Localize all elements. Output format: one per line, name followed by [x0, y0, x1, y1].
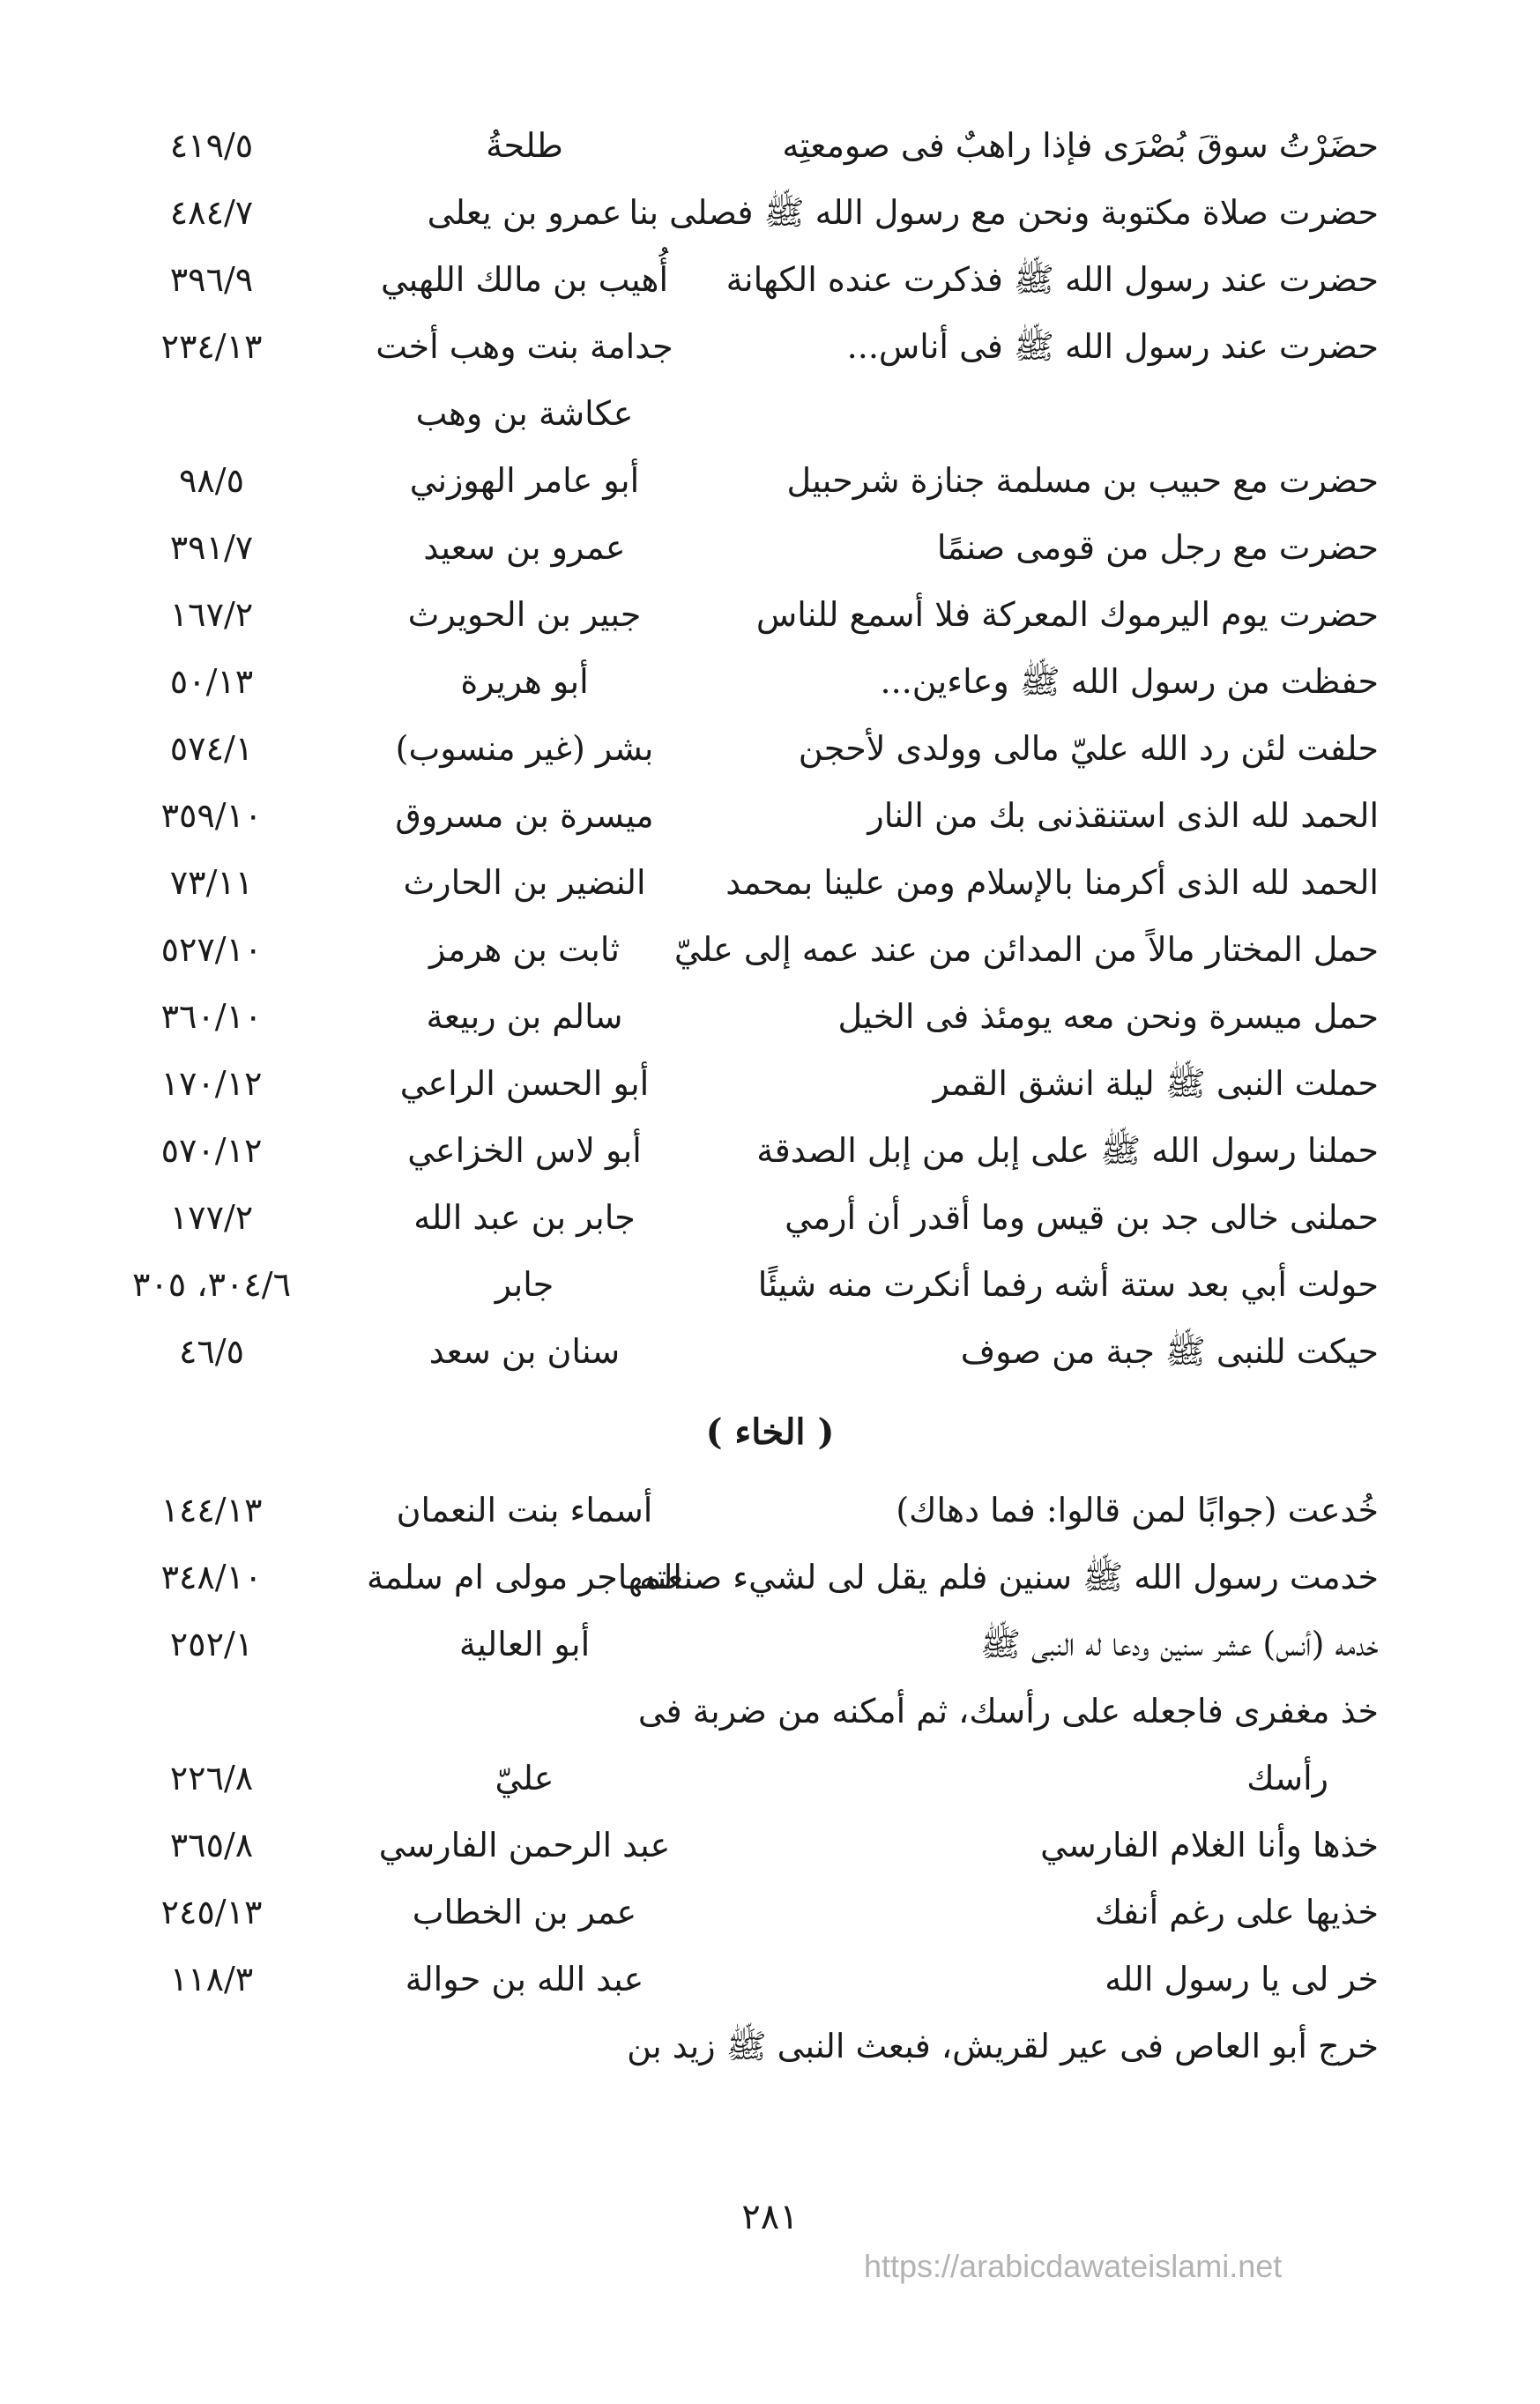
- narrator-name: عمرو بن سعيد: [423, 528, 626, 567]
- volume-page-ref: ٥٢٧/١٠: [160, 930, 263, 969]
- hadith-text: خر لى يا رسول الله: [1105, 1960, 1379, 1998]
- hadith-text: حولت أبي بعد ستة أشه رفما أنكرت منه شيئًا: [757, 1265, 1379, 1304]
- list-item: [0, 849, 1540, 916]
- list-item: [0, 581, 1540, 648]
- hadith-text: رأسك: [1246, 1759, 1328, 1797]
- narrator-name: أبو العالية: [458, 1625, 591, 1663]
- hadith-text: حضرت مع حبيب بن مسلمة جنازة شرحبيل: [786, 461, 1379, 500]
- hadith-text: خذها وأنا الغلام الفارسي: [1040, 1826, 1379, 1864]
- volume-page-ref: ٤١٩/٥: [169, 126, 254, 165]
- list-item: [0, 313, 1540, 380]
- narrator-name: أسماء بنت النعمان: [396, 1491, 653, 1529]
- narrator-name: أبو عامر الهوزني: [409, 461, 640, 500]
- hadith-text: خرج أبو العاص فى عير لقريش، فبعث النبى ﷺ زيد بن: [627, 2027, 1379, 2065]
- hadith-text: حضرت مع رجل من قومى صنمًا: [936, 528, 1379, 567]
- list-item: [0, 1477, 1540, 1544]
- volume-page-ref: ١٧٠/١٢: [160, 1064, 263, 1103]
- hadith-text: حملت النبى ﷺ ليلة انشق القمر: [933, 1064, 1379, 1103]
- list-item: [0, 179, 1540, 246]
- volume-page-ref: ٣٦٥/٨: [169, 1826, 254, 1864]
- hadith-text: حيكت للنبى ﷺ جبة من صوف: [960, 1332, 1379, 1371]
- hadith-text: حمل ميسرة ونحن معه يومئذ فى الخيل: [837, 997, 1379, 1036]
- list-item: [0, 1745, 1540, 1812]
- hadith-text: خدمه (أنس) عشر سنين ودعا له النبى ﷺ: [980, 1625, 1379, 1663]
- list-item: [0, 246, 1540, 313]
- narrator-name: ميسرة بن مسروق: [395, 796, 654, 835]
- volume-page-ref: ٥٧٠/١٢: [160, 1131, 263, 1170]
- list-item: [0, 648, 1540, 715]
- volume-page-ref: ٢٤٥/١٣: [160, 1893, 263, 1931]
- list-item: [0, 380, 1540, 447]
- list-item: [0, 112, 1540, 179]
- volume-page-ref: ٤٨٤/٧: [169, 193, 254, 232]
- list-item: [0, 2013, 1540, 2080]
- volume-page-ref: ٢٣٤/١٣: [160, 327, 263, 366]
- list-item: [0, 1050, 1540, 1117]
- narrator-name: أبو الحسن الراعي: [399, 1064, 650, 1103]
- narrator-name: أبو هريرة: [460, 662, 589, 701]
- hadith-text: حفظت من رسول الله ﷺ وعاءين...: [880, 662, 1379, 701]
- hadith-text: حلفت لئن رد الله عليّ مالى وولدى لأحجن: [798, 729, 1379, 768]
- volume-page-ref: ٤٦/٥: [178, 1332, 245, 1371]
- list-item: [0, 1812, 1540, 1879]
- narrator-name: عمرو بن يعلى: [427, 193, 622, 232]
- hadith-text: حضرت عند رسول الله ﷺ فى أناس...: [846, 327, 1379, 366]
- page-number: ٢٨١: [741, 2197, 799, 2237]
- list-item: [0, 983, 1540, 1050]
- volume-page-ref: ٣٠٤/٦، ٣٠٥: [131, 1265, 292, 1304]
- list-item: [0, 782, 1540, 849]
- volume-page-ref: ٣٩١/٧: [169, 528, 254, 567]
- list-item: [0, 1544, 1540, 1611]
- narrator-name: جابر بن عبد الله: [413, 1198, 636, 1237]
- hadith-text: حمل المختار مالاً من المدائن من عند عمه إلى عليّ: [673, 930, 1379, 969]
- hadith-text: الحمد لله الذى استنقذنى بك من النار: [867, 796, 1379, 835]
- narrator-name: أُهيب بن مالك اللهبي: [380, 260, 669, 299]
- list-item: [0, 916, 1540, 983]
- hadith-text: حضرت صلاة مكتوبة ونحن مع رسول الله ﷺ فصلى بنا: [629, 193, 1379, 232]
- section-heading: ( الخاء ): [705, 1411, 835, 1453]
- volume-page-ref: ١٦٧/٢: [169, 595, 254, 634]
- narrator-name: سنان بن سعد: [428, 1332, 621, 1371]
- narrator-name: عليّ: [495, 1759, 554, 1797]
- list-item: [0, 1184, 1540, 1251]
- list-item: [0, 1318, 1540, 1385]
- list-item: [0, 1946, 1540, 2013]
- volume-page-ref: ٢٢٦/٨: [169, 1759, 254, 1797]
- list-item: [0, 447, 1540, 514]
- narrator-name: عبد الله بن حوالة: [405, 1960, 644, 1998]
- list-item: [0, 1879, 1540, 1946]
- narrator-name: جبير بن الحويرث: [407, 595, 642, 634]
- hadith-text: حضرت عند رسول الله ﷺ فذكرت عنده الكهانة: [725, 260, 1379, 299]
- hadith-text: خُدعت (جوابًا لمن قالوا: فما دهاك): [896, 1491, 1379, 1529]
- list-item: [0, 514, 1540, 581]
- narrator-name: سالم بن ربيعة: [426, 997, 623, 1036]
- narrator-name: عبد الرحمن الفارسي: [378, 1826, 671, 1864]
- hadith-text: الحمد لله الذى أكرمنا بالإسلام ومن علينا بمحمد: [725, 863, 1379, 902]
- narrator-name: عمر بن الخطاب: [412, 1893, 637, 1931]
- list-item: [0, 1611, 1540, 1678]
- volume-page-ref: ١٤٤/١٣: [160, 1491, 263, 1529]
- hadith-text: حملنى خالى جد بن قيس وما أقدر أن أرمي: [785, 1198, 1379, 1237]
- volume-page-ref: ٩٨/٥: [178, 461, 245, 500]
- list-item: [0, 1251, 1540, 1318]
- hadith-text: خذيها على رغم أنفك: [1094, 1893, 1379, 1931]
- narrator-name: بشر (غير منسوب): [395, 729, 654, 768]
- volume-page-ref: ١٧٧/٢: [169, 1198, 254, 1237]
- hadith-text: خدمت رسول الله ﷺ سنين فلم يقل لى لشيء صنعته: [639, 1558, 1379, 1596]
- narrator-name: جابر: [495, 1265, 554, 1304]
- volume-page-ref: ٣٦٠/١٠: [160, 997, 263, 1036]
- list-item: [0, 1678, 1540, 1745]
- volume-page-ref: ٢٥٢/١: [169, 1625, 254, 1663]
- hadith-text: خذ مغفرى فاجعله على رأسك، ثم أمكنه من ضربة فى: [637, 1692, 1379, 1730]
- narrator-name: المهاجر مولى ام سلمة: [367, 1558, 682, 1596]
- narrator-name: ثابت بن هرمز: [428, 930, 621, 969]
- narrator-name: طلحةُ: [486, 126, 563, 165]
- hadith-text: حملنا رسول الله ﷺ على إبل من إبل الصدقة: [756, 1131, 1379, 1170]
- volume-page-ref: ٥٠/١٣: [169, 662, 254, 701]
- list-item: [0, 715, 1540, 782]
- narrator-name: عكاشة بن وهب: [415, 394, 634, 433]
- narrator-name: أبو لاس الخزاعي: [407, 1131, 642, 1170]
- watermark-url: https://arabicdawateislami.net: [864, 2248, 1283, 2284]
- volume-page-ref: ٣٥٩/١٠: [160, 796, 263, 835]
- volume-page-ref: ٥٧٤/١: [169, 729, 254, 768]
- volume-page-ref: ٧٣/١١: [169, 863, 254, 902]
- list-item: [0, 1117, 1540, 1184]
- narrator-name: جدامة بنت وهب أخت: [376, 327, 673, 366]
- narrator-name: النضير بن الحارث: [403, 863, 646, 902]
- hadith-text: حضرت يوم اليرموك المعركة فلا أسمع للناس: [755, 595, 1379, 634]
- volume-page-ref: ٣٤٨/١٠: [160, 1558, 263, 1596]
- volume-page-ref: ٣٩٦/٩: [169, 260, 254, 299]
- hadith-text: حضَرْتُ سوقَ بُصْرَى فإذا راهبٌ فى صومعتِه: [782, 126, 1379, 165]
- volume-page-ref: ١١٨/٣: [169, 1960, 254, 1998]
